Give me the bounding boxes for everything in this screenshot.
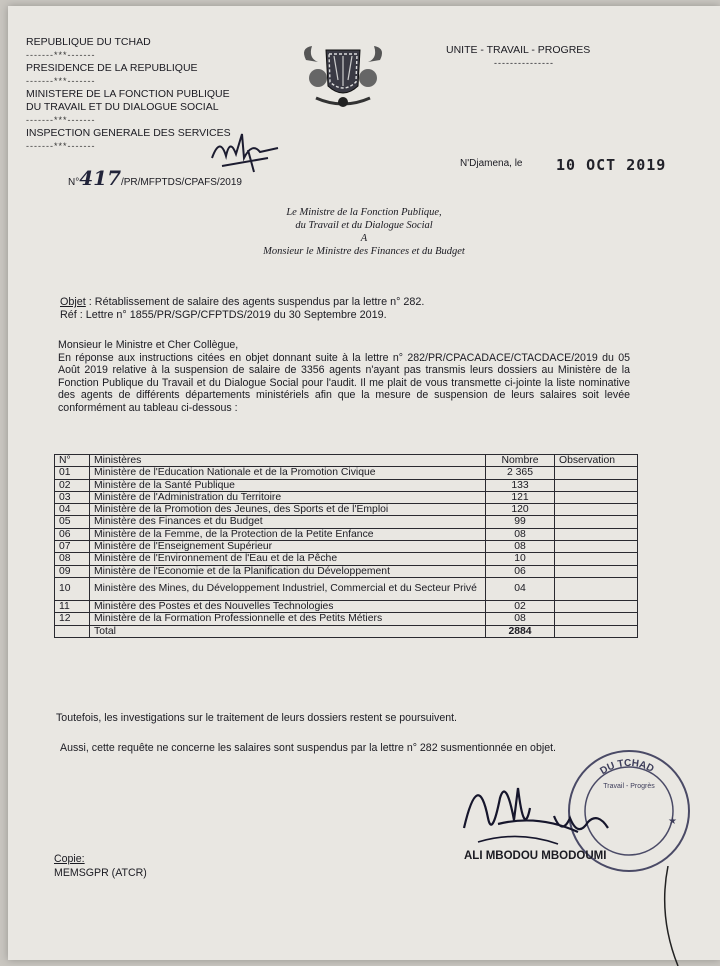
row-count: 04	[486, 577, 555, 600]
row-observation	[555, 565, 638, 577]
recipient-line: Monsieur le Ministre des Finances et du Budget	[263, 246, 465, 257]
table-total-row	[55, 625, 638, 637]
row-number: 08	[55, 553, 90, 565]
row-ministry: Ministère des Mines, du Développement Industriel, Commercial et du Secteur Privé	[90, 577, 486, 600]
table-row	[55, 467, 638, 479]
row-ministry: Ministère des Postes et des Nouvelles Technologies	[90, 600, 486, 612]
row-count: 2 365	[486, 467, 555, 479]
subject-block	[60, 296, 424, 322]
row-ministry: Ministère de l'Economie et de la Planification du Développement	[90, 565, 486, 577]
table-header-row	[55, 455, 638, 467]
table-row	[55, 504, 638, 516]
total-empty-cell	[55, 625, 90, 637]
row-number: 04	[55, 504, 90, 516]
row-observation	[555, 613, 638, 625]
seal-mid-text: Travail - Progrès	[603, 783, 655, 790]
row-count: 99	[486, 516, 555, 528]
copy-block	[54, 852, 147, 880]
letter-body	[58, 339, 630, 415]
reference-prefix: N°	[68, 177, 80, 188]
row-number: 03	[55, 491, 90, 503]
national-motto: UNITE - TRAVAIL - PROGRES	[446, 44, 591, 56]
ministries-table	[54, 454, 638, 638]
row-number: 09	[55, 565, 90, 577]
subject-reference: Réf : Lettre n° 1855/PR/SGP/CFPTDS/2019 du 30 Septembre 2019.	[60, 309, 387, 321]
row-number: 07	[55, 541, 90, 553]
separator: -------***-------	[26, 76, 96, 86]
reference-number	[68, 166, 242, 190]
row-observation	[555, 516, 638, 528]
place-label: N'Djamena, le	[460, 158, 523, 169]
row-number: 05	[55, 516, 90, 528]
salutation: Monsieur le Ministre et Cher Collègue,	[58, 339, 239, 351]
table-row	[55, 565, 638, 577]
row-observation	[555, 467, 638, 479]
seal-top-text: DU TCHAD	[598, 757, 656, 778]
row-observation	[555, 479, 638, 491]
seal-star-icon: ★	[668, 816, 677, 827]
coat-of-arms-emblem	[298, 42, 388, 112]
ministry-name-line1: MINISTERE DE LA FONCTION PUBLIQUE	[26, 88, 230, 100]
table-row	[55, 553, 638, 565]
row-count: 121	[486, 491, 555, 503]
reference-suffix: /PR/MFPTDS/CPAFS/2019	[120, 177, 242, 188]
motto-underline: ---------------	[494, 58, 554, 68]
body-paragraph: En réponse aux instructions citées en objet donnant suite à la lettre n° 282/PR/CPACADACE/CTACDACE/2019 du 05 Août 2019 relative à la suspension de salaire de 3356 agents n'ayant pas transmis leurs dossiers au Ministère de la Fonction Publique du Travail et du Dialogue Social pour l'audit. Il me plait de vous transmette ci-jointe la liste nominative des agents de différents départements ministériels afin que la mesure de suspension de leurs salaires soit levée conformément au tableau ci-dessous :	[58, 351, 630, 414]
row-count: 10	[486, 553, 555, 565]
table-row	[55, 613, 638, 625]
row-ministry: Ministère de la Promotion des Jeunes, des Sports et de l'Emploi	[90, 504, 486, 516]
table-row	[55, 528, 638, 540]
total-value: 2884	[486, 625, 555, 637]
row-observation	[555, 528, 638, 540]
table-row	[55, 516, 638, 528]
row-observation	[555, 504, 638, 516]
ministry-name-line2: DU TRAVAIL ET DU DIALOGUE SOCIAL	[26, 101, 219, 113]
row-ministry: Ministère de l'Enseignement Supérieur	[90, 541, 486, 553]
header-number: N°	[55, 455, 90, 467]
row-ministry: Ministère de l'Administration du Territoire	[90, 491, 486, 503]
row-observation	[555, 541, 638, 553]
row-count: 02	[486, 600, 555, 612]
presidency-name: PRESIDENCE DE LA REPUBLIQUE	[26, 62, 198, 74]
total-observation	[555, 625, 638, 637]
subject-text: : Rétablissement de salaire des agents suspendus par la lettre n° 282.	[85, 296, 425, 308]
copy-recipient: MEMSGPR (ATCR)	[54, 867, 147, 879]
row-count: 08	[486, 541, 555, 553]
row-number: 12	[55, 613, 90, 625]
row-number: 06	[55, 528, 90, 540]
row-observation	[555, 577, 638, 600]
row-observation	[555, 553, 638, 565]
handwritten-signature	[458, 758, 628, 858]
row-count: 06	[486, 565, 555, 577]
closing-paragraph-1: Toutefois, les investigations sur le traitement de leurs dossiers restent se poursuivent.	[56, 712, 457, 724]
row-number: 11	[55, 600, 90, 612]
table-row	[55, 600, 638, 612]
row-ministry: Ministère de l'Environnement de l'Eau et de la Pêche	[90, 553, 486, 565]
header-count: Nombre	[486, 455, 555, 467]
address-to: A	[360, 233, 368, 244]
sender-line2: du Travail et du Dialogue Social	[295, 220, 433, 231]
row-number: 01	[55, 467, 90, 479]
table-row	[55, 491, 638, 503]
table-row	[55, 541, 638, 553]
table-row	[55, 577, 638, 600]
row-observation	[555, 600, 638, 612]
row-count: 120	[486, 504, 555, 516]
separator: -------***-------	[26, 50, 96, 60]
reference-handwritten-number: 417	[79, 166, 121, 190]
subject-label: Objet	[60, 296, 86, 308]
date-stamp: 10 OCT 2019	[556, 156, 667, 174]
address-block	[234, 206, 494, 258]
row-number: 10	[55, 577, 90, 600]
signatory-name: ALI MBODOU MBODOUMI	[464, 850, 607, 862]
copy-label: Copie:	[54, 853, 85, 865]
sender-line1: Le Ministre de la Fonction Publique,	[286, 207, 442, 218]
header-observation: Observation	[555, 455, 638, 467]
row-ministry: Ministère de la Formation Professionnelle et des Petits Métiers	[90, 613, 486, 625]
row-number: 02	[55, 479, 90, 491]
row-ministry: Ministère des Finances et du Budget	[90, 516, 486, 528]
row-ministry: Ministère de l'Education Nationale et de la Promotion Civique	[90, 467, 486, 479]
row-count: 08	[486, 613, 555, 625]
letterhead-left	[26, 36, 231, 153]
row-count: 133	[486, 479, 555, 491]
row-ministry: Ministère de la Santé Publique	[90, 479, 486, 491]
closing-paragraph-2: Aussi, cette requête ne concerne les salaires sont suspendus par la lettre n° 282 susmentionnée en objet.	[60, 742, 556, 754]
row-observation	[555, 491, 638, 503]
row-count: 08	[486, 528, 555, 540]
republic-name: REPUBLIQUE DU TCHAD	[26, 36, 151, 48]
margin-stroke	[648, 866, 688, 966]
table-row	[55, 479, 638, 491]
separator: -------***-------	[26, 115, 96, 125]
inspection-name: INSPECTION GENERALE DES SERVICES	[26, 127, 231, 139]
row-ministry: Ministère de la Femme, de la Protection de la Petite Enfance	[90, 528, 486, 540]
header-ministries: Ministères	[90, 455, 486, 467]
letter-page	[8, 6, 720, 960]
separator: -------***-------	[26, 141, 96, 151]
total-label: Total	[90, 625, 486, 637]
